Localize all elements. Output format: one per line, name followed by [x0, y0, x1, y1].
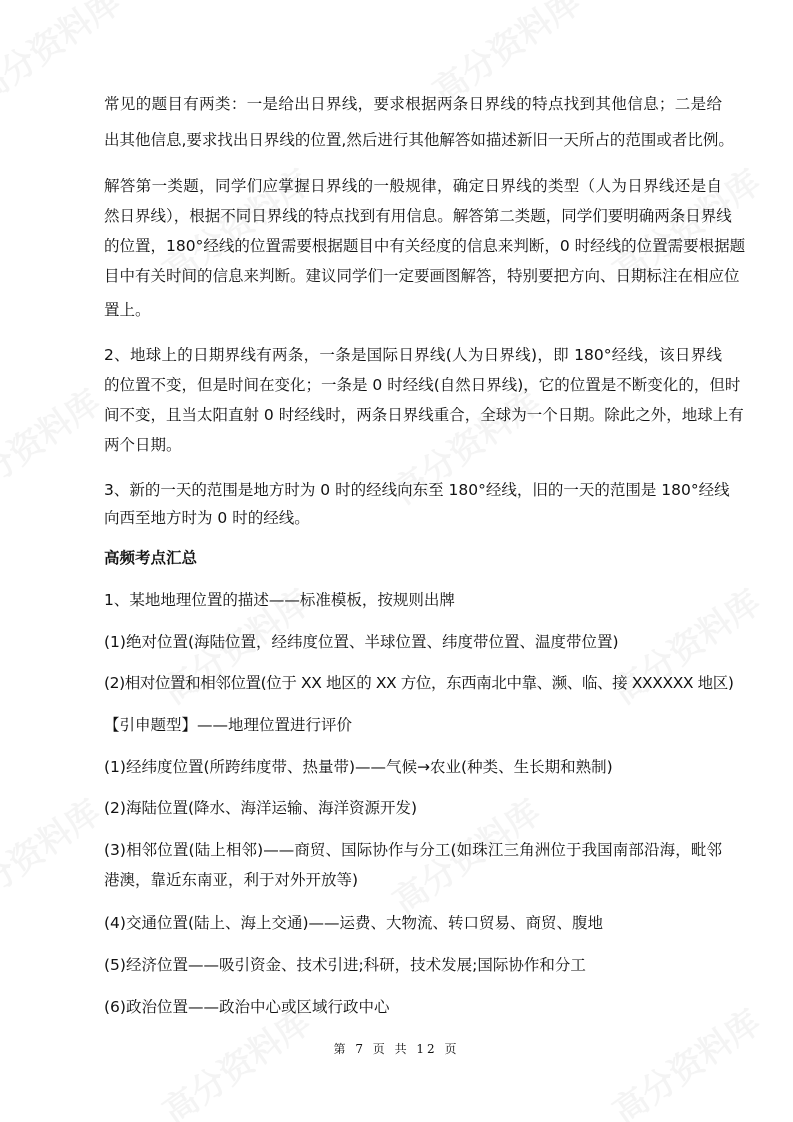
list-item: (1)经纬度位置(所跨纬度带、热量带)——气候→农业(种类、生长期和熟制): [104, 758, 613, 776]
section-title: 高频考点汇总: [104, 549, 198, 567]
list-item: (3)相邻位置(陆上相邻)——商贸、国际协作与分工(如珠江三角洲位于我国南部沿海，毗邻: [104, 841, 722, 859]
paragraph-line: 解答第一类题，同学们应掌握日界线的一般规律，确定日界线的类型（人为日界线还是自: [104, 177, 722, 195]
paragraph-line: 置上。: [104, 301, 151, 319]
list-item: (1)绝对位置(海陆位置，经纬度位置、半球位置、纬度带位置、温度带位置): [104, 633, 619, 651]
paragraph-line: 目中有关时间的信息来判断。建议同学们一定要画图解答，特别要把方向、日期标注在相应位: [104, 267, 740, 285]
paragraph-line: 然日界线），根据不同日界线的特点找到有用信息。解答第二类题，同学们要明确两条日界线: [104, 207, 732, 225]
list-item: (4)交通位置(陆上、海上交通)——运费、大物流、转口贸易、商贸、腹地: [104, 914, 604, 932]
list-item: (6)政治位置——政治中心或区域行政中心: [104, 998, 390, 1016]
paragraph-line: 向西至地方时为 0 时的经线。: [104, 509, 310, 527]
list-item: 【引申题型】——地理位置进行评价: [104, 716, 353, 734]
paragraph-line: 两个日期。: [104, 436, 182, 454]
watermark: [0, 376, 109, 514]
list-item: (5)经济位置——吸引资金、技术引进;科研，技术发展;国际协作和分工: [104, 956, 586, 974]
list-item: 港澳，靠近东南亚，利于对外开放等): [104, 871, 359, 889]
paragraph-line: 的位置，180°经线的位置需要根据题目中有关经度的信息来判断，0 时经线的位置需要根据题: [104, 237, 746, 255]
paragraph-line: 2、地球上的日期界线有两条，一条是国际日界线(人为日界线)，即 180°经线，该日界线: [104, 346, 722, 364]
paragraph-line: 的位置不变，但是时间在变化；一条是 0 时经线(自然日界线)，它的位置是不断变化的，但时: [104, 376, 741, 394]
list-item: (2)海陆位置(降水、海洋运输、海洋资源开发): [104, 799, 418, 817]
list-item: 1、某地地理位置的描述——标准模板，按规则出牌: [104, 591, 455, 609]
page-footer: 第 7 页 共 12 页: [333, 1042, 460, 1056]
watermark: [0, 786, 109, 924]
paragraph-line: 间不变，且当太阳直射 0 时经线时，两条日界线重合，全球为一个日期。除此之外，地球上有: [104, 406, 744, 424]
paragraph-line: 常见的题目有两类：一是给出日界线，要求根据两条日界线的特点找到其他信息；二是给: [104, 95, 722, 113]
list-item: (2)相对位置和相邻位置(位于 XX 地区的 XX 方位，东西南北中靠、濒、临、接 XXXXXX 地区): [104, 674, 734, 692]
paragraph-line: 出其他信息,要求找出日界线的位置,然后进行其他解答如描述新旧一天所占的范围或者比例。: [104, 131, 734, 149]
paragraph-line: 3、新的一天的范围是地方时为 0 时的经线向东至 180°经线，旧的一天的范围是 180°经线: [104, 481, 730, 499]
